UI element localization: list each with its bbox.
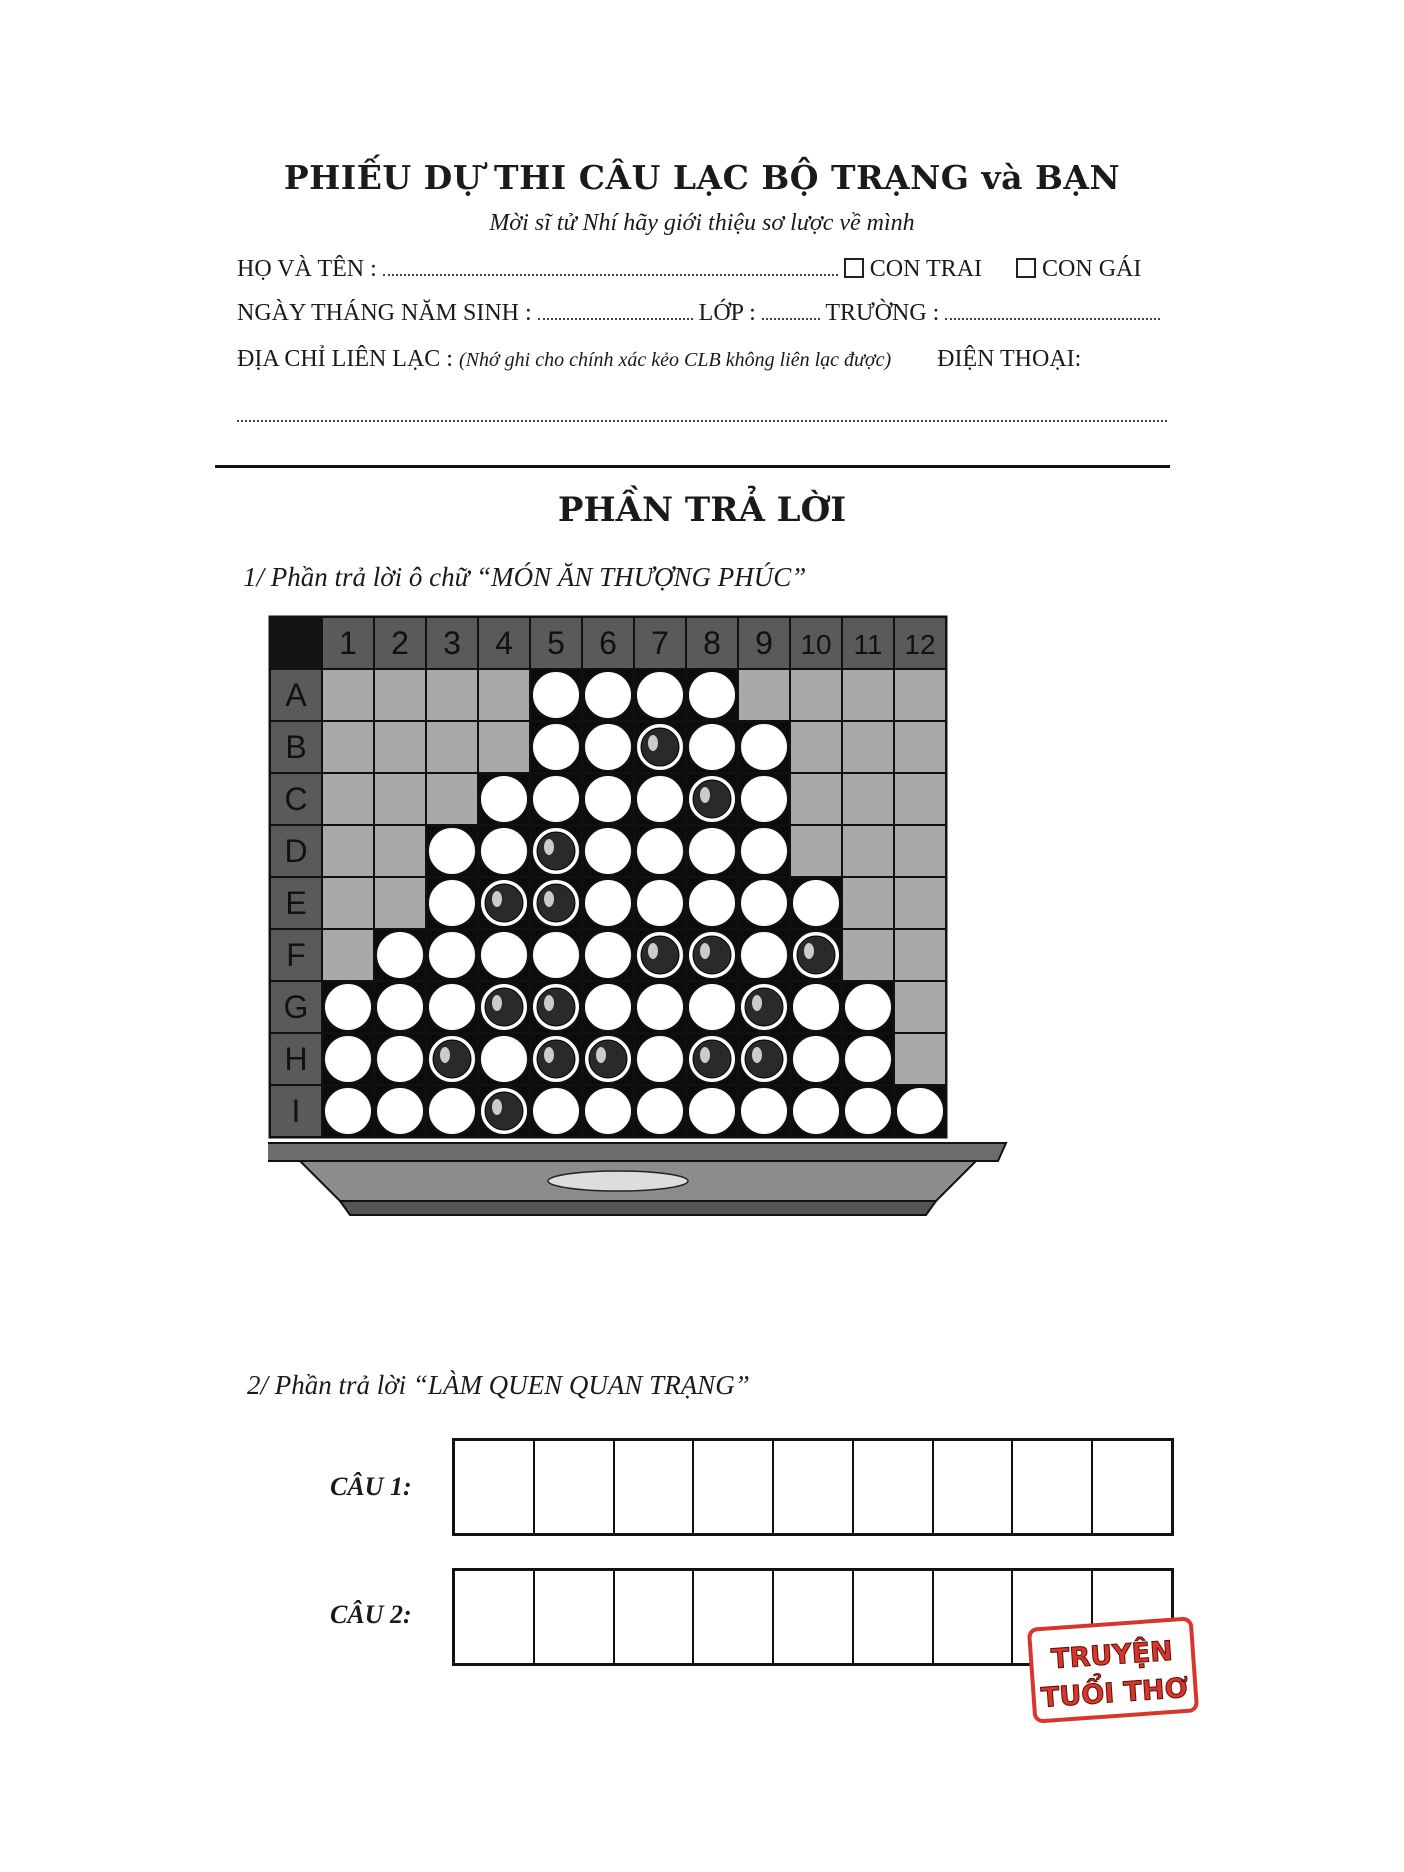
white-circle[interactable] [584, 879, 632, 927]
row-header-label: C [284, 781, 308, 817]
cau1-boxes [452, 1438, 1174, 1536]
cau1-box[interactable] [1093, 1441, 1171, 1533]
white-circle[interactable] [636, 671, 684, 719]
white-circle[interactable] [636, 1087, 684, 1135]
column-header-label: 1 [339, 625, 357, 661]
board-cell[interactable] [426, 773, 478, 825]
board-cell[interactable] [842, 825, 894, 877]
white-circle[interactable] [532, 775, 580, 823]
row-header-label: H [284, 1041, 308, 1077]
white-circle[interactable] [584, 723, 632, 771]
marble-highlight [596, 1047, 606, 1063]
marble-highlight [544, 995, 554, 1011]
cau2-box[interactable] [615, 1571, 695, 1663]
board-cell[interactable] [790, 721, 842, 773]
white-circle[interactable] [584, 983, 632, 1031]
board-svg [268, 615, 1088, 1250]
cau2-box[interactable] [694, 1571, 774, 1663]
white-circle[interactable] [740, 723, 788, 771]
marble-highlight [700, 1047, 710, 1063]
name-label: HỌ VÀ TÊN : [237, 256, 377, 282]
white-circle[interactable] [792, 1087, 840, 1135]
cau2-box[interactable] [854, 1571, 934, 1663]
white-circle[interactable] [844, 1035, 892, 1083]
column-header-label: 9 [755, 625, 773, 661]
white-circle[interactable] [896, 1087, 944, 1135]
dark-marble [693, 780, 731, 818]
column-header-label: 6 [599, 625, 617, 661]
white-circle[interactable] [532, 1087, 580, 1135]
marble-highlight [700, 787, 710, 803]
crossword-board [268, 615, 1088, 1250]
cau1-box[interactable] [774, 1441, 854, 1533]
board-cell[interactable] [322, 721, 374, 773]
cau1-label: CÂU 1: [330, 1472, 412, 1501]
dark-marble [433, 1040, 471, 1078]
q2-title: 2/ Phần trả lời “LÀM QUEN QUAN TRẠNG” [247, 1370, 750, 1400]
row-header-label: F [286, 937, 306, 973]
board-cell[interactable] [322, 929, 374, 981]
address-field[interactable] [237, 404, 1167, 422]
white-circle[interactable] [376, 931, 424, 979]
board-cell[interactable] [426, 721, 478, 773]
cau1-box[interactable] [615, 1441, 695, 1533]
white-circle[interactable] [584, 931, 632, 979]
column-header-label: 2 [391, 625, 409, 661]
column-header-label: 5 [547, 625, 565, 661]
board-cell[interactable] [894, 877, 946, 929]
board-cell[interactable] [322, 773, 374, 825]
board-cell[interactable] [894, 825, 946, 877]
board-cell[interactable] [894, 773, 946, 825]
class-label: LỚP : [698, 300, 756, 326]
cau1-box[interactable] [455, 1441, 535, 1533]
cau1-box[interactable] [535, 1441, 615, 1533]
marble-highlight [752, 995, 762, 1011]
cau1-box[interactable] [1013, 1441, 1093, 1533]
white-circle[interactable] [324, 1035, 372, 1083]
tray-top [268, 1143, 1006, 1161]
girl-checkbox[interactable] [1016, 258, 1036, 278]
white-circle[interactable] [428, 827, 476, 875]
dark-marble [537, 832, 575, 870]
board-cell[interactable] [322, 669, 374, 721]
board-cell[interactable] [738, 669, 790, 721]
dark-marble [745, 1040, 783, 1078]
marble-highlight [492, 1099, 502, 1115]
dark-marble [641, 728, 679, 766]
board-cell[interactable] [790, 773, 842, 825]
row-header-label: A [285, 677, 307, 713]
board-corner [270, 617, 322, 669]
boy-checkbox[interactable] [844, 258, 864, 278]
column-header-label: 7 [651, 625, 669, 661]
board-cell[interactable] [842, 773, 894, 825]
column-header-label: 11 [853, 629, 883, 660]
cau2-box[interactable] [934, 1571, 1014, 1663]
dark-marble [537, 884, 575, 922]
name-field[interactable] [383, 258, 838, 276]
form-subtitle: Mời sĩ tử Nhí hãy giới thiệu sơ lược về mình [489, 210, 915, 236]
boy-option-label: CON TRAI [869, 256, 983, 282]
white-circle[interactable] [636, 983, 684, 1031]
white-circle[interactable] [324, 1087, 372, 1135]
white-circle[interactable] [428, 983, 476, 1031]
dark-marble [641, 936, 679, 974]
q1-title: 1/ Phần trả lời ô chữ “MÓN ĂN THƯỢNG PHÚC” [243, 562, 807, 592]
school-field[interactable] [945, 302, 1160, 320]
marble-highlight [544, 839, 554, 855]
row-header-label: B [285, 729, 307, 765]
board-cell[interactable] [842, 669, 894, 721]
board-cell[interactable] [374, 721, 426, 773]
white-circle[interactable] [584, 1087, 632, 1135]
dark-marble [537, 1040, 575, 1078]
dark-marble [589, 1040, 627, 1078]
white-circle[interactable] [532, 671, 580, 719]
column-header-label: 4 [495, 625, 513, 661]
marble-highlight [648, 735, 658, 751]
marble-highlight [492, 995, 502, 1011]
white-circle[interactable] [740, 827, 788, 875]
school-label: TRƯỜNG : [825, 300, 940, 326]
address-row [237, 346, 1081, 373]
logo-line1: TRUYỆN [1050, 1635, 1174, 1676]
board-cell[interactable] [894, 1033, 946, 1085]
marble-highlight [492, 891, 502, 907]
white-circle[interactable] [584, 671, 632, 719]
dob-field[interactable] [538, 302, 693, 320]
marble-highlight [440, 1047, 450, 1063]
column-header-label: 8 [703, 625, 721, 661]
dark-marble [693, 1040, 731, 1078]
white-circle[interactable] [636, 1035, 684, 1083]
white-circle[interactable] [688, 723, 736, 771]
board-cell[interactable] [478, 669, 530, 721]
white-circle[interactable] [428, 1087, 476, 1135]
white-circle[interactable] [480, 1035, 528, 1083]
column-header-label: 12 [904, 629, 936, 660]
board-cell[interactable] [478, 721, 530, 773]
white-circle[interactable] [688, 879, 736, 927]
cau1-box[interactable] [694, 1441, 774, 1533]
address-note: (Nhớ ghi cho chính xác kẻo CLB không liên lạc được) [458, 349, 892, 371]
board-cell[interactable] [894, 929, 946, 981]
white-circle[interactable] [636, 827, 684, 875]
white-circle[interactable] [844, 983, 892, 1031]
board-cell[interactable] [790, 825, 842, 877]
white-circle[interactable] [480, 931, 528, 979]
white-circle[interactable] [532, 723, 580, 771]
white-circle[interactable] [584, 827, 632, 875]
white-circle[interactable] [740, 879, 788, 927]
dob-label: NGÀY THÁNG NĂM SINH : [237, 300, 532, 326]
board-cell[interactable] [842, 929, 894, 981]
name-row [237, 256, 1141, 283]
phone-label: ĐIỆN THOẠI: [937, 346, 1082, 372]
board-cell[interactable] [894, 981, 946, 1033]
white-circle[interactable] [740, 775, 788, 823]
dark-marble [485, 988, 523, 1026]
cau1-box[interactable] [854, 1441, 934, 1533]
address-label: ĐỊA CHỈ LIÊN LẠC : [237, 346, 453, 372]
row-header-label: D [284, 833, 308, 869]
cau1-box[interactable] [934, 1441, 1014, 1533]
board-cell[interactable] [842, 721, 894, 773]
white-circle[interactable] [324, 983, 372, 1031]
board-cell[interactable] [374, 877, 426, 929]
column-header-label: 3 [443, 625, 461, 661]
white-circle[interactable] [792, 879, 840, 927]
marble-highlight [700, 943, 710, 959]
white-circle[interactable] [376, 983, 424, 1031]
truyen-tuoi-tho-logo [1025, 1614, 1202, 1726]
white-circle[interactable] [688, 1087, 736, 1135]
marble-highlight [544, 891, 554, 907]
board-cell[interactable] [790, 669, 842, 721]
white-circle[interactable] [532, 931, 580, 979]
class-field[interactable] [762, 302, 820, 320]
white-circle[interactable] [792, 1035, 840, 1083]
white-circle[interactable] [428, 879, 476, 927]
dark-marble [745, 988, 783, 1026]
girl-option-label: CON GÁI [1042, 256, 1142, 282]
dob-row [237, 300, 1160, 327]
cau2-box[interactable] [774, 1571, 854, 1663]
white-circle[interactable] [584, 775, 632, 823]
tray-ornament [548, 1171, 688, 1191]
board-cell[interactable] [842, 877, 894, 929]
cau2-box[interactable] [455, 1571, 535, 1663]
white-circle[interactable] [636, 775, 684, 823]
board-cell[interactable] [894, 669, 946, 721]
form-title: PHIẾU DỰ THI CÂU LẠC BỘ TRẠNG và BẠN [283, 158, 1121, 197]
cau2-box[interactable] [535, 1571, 615, 1663]
white-circle[interactable] [844, 1087, 892, 1135]
marble-highlight [648, 943, 658, 959]
dark-marble [693, 936, 731, 974]
board-cell[interactable] [322, 825, 374, 877]
column-header-label: 10 [800, 629, 832, 660]
board-cell[interactable] [426, 669, 478, 721]
section-title: PHẦN TRẢ LỜI [557, 490, 847, 530]
row-header-label: G [283, 989, 309, 1025]
white-circle[interactable] [636, 879, 684, 927]
dark-marble [485, 1092, 523, 1130]
white-circle[interactable] [480, 775, 528, 823]
white-circle[interactable] [376, 1035, 424, 1083]
board-cell[interactable] [322, 877, 374, 929]
white-circle[interactable] [740, 931, 788, 979]
marble-highlight [544, 1047, 554, 1063]
white-circle[interactable] [688, 827, 736, 875]
row-header-label: I [291, 1093, 301, 1129]
board-cell[interactable] [374, 825, 426, 877]
divider [215, 465, 1170, 468]
white-circle[interactable] [480, 827, 528, 875]
board-cell[interactable] [894, 721, 946, 773]
white-circle[interactable] [688, 671, 736, 719]
marble-highlight [752, 1047, 762, 1063]
marble-highlight [804, 943, 814, 959]
board-cell[interactable] [374, 669, 426, 721]
dark-marble [537, 988, 575, 1026]
cau2-label: CÂU 2: [330, 1600, 412, 1629]
board-cell[interactable] [374, 773, 426, 825]
row-header-label: E [285, 885, 307, 921]
white-circle[interactable] [740, 1087, 788, 1135]
dark-marble [797, 936, 835, 974]
white-circle[interactable] [428, 931, 476, 979]
white-circle[interactable] [792, 983, 840, 1031]
tray-foot [340, 1201, 936, 1215]
logo-line2: TUỔI THƠ [1040, 1672, 1190, 1715]
white-circle[interactable] [376, 1087, 424, 1135]
dark-marble [485, 884, 523, 922]
white-circle[interactable] [688, 983, 736, 1031]
